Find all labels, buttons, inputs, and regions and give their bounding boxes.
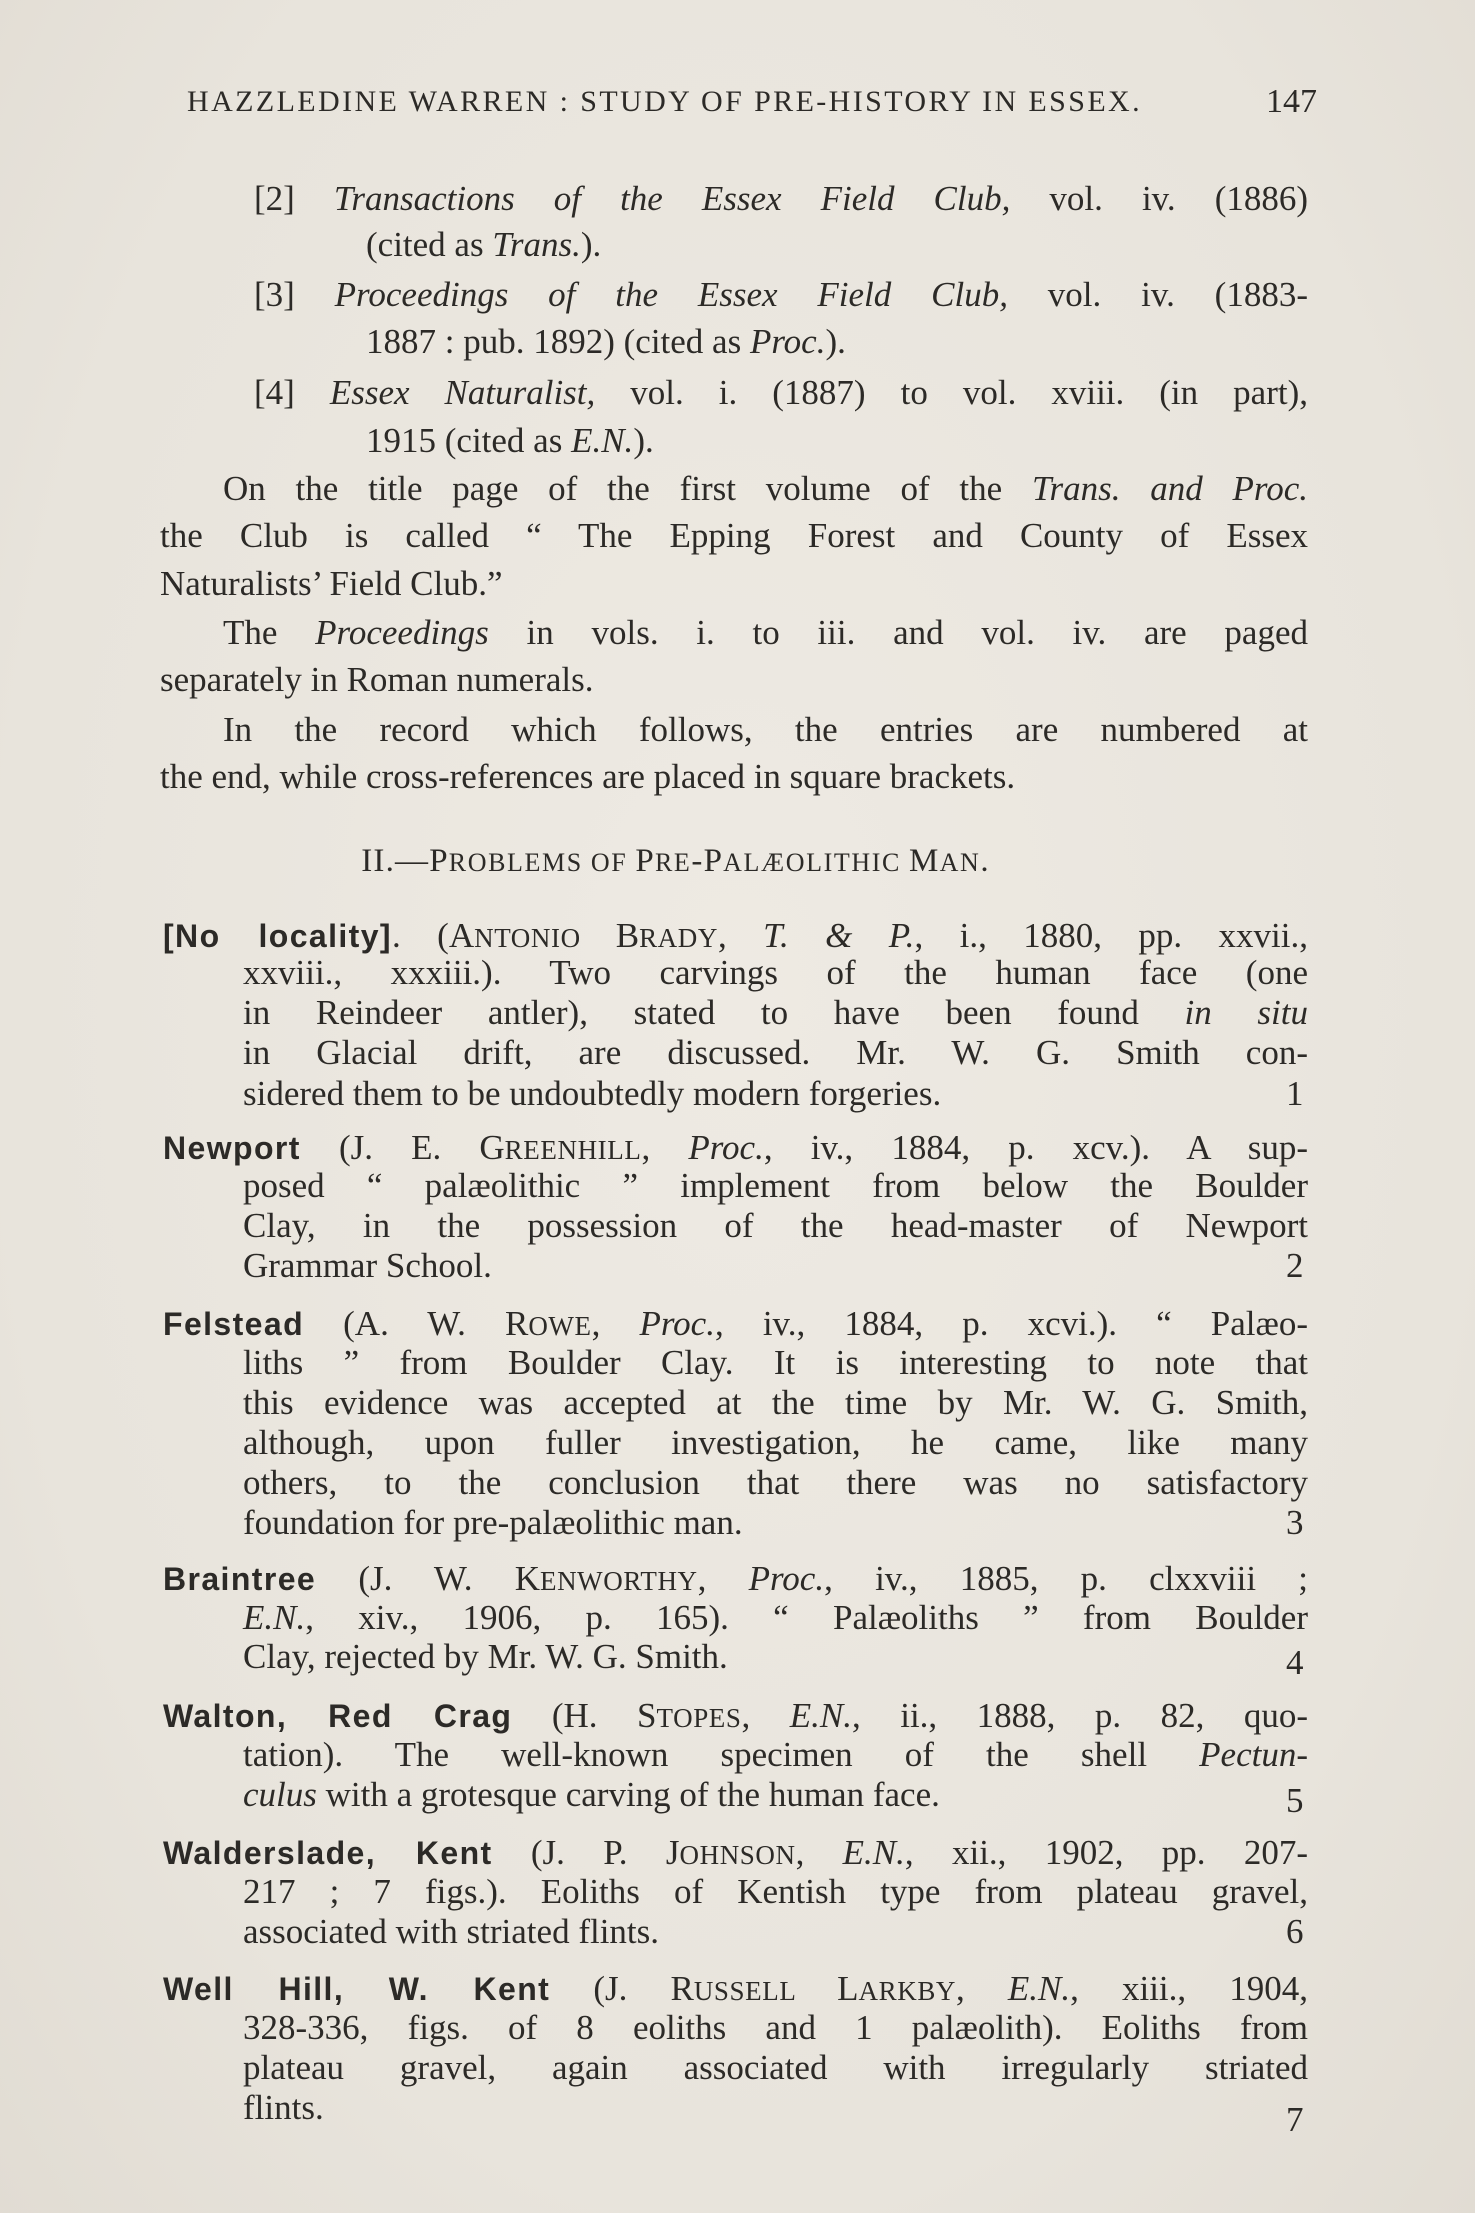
text-run: [2] — [254, 179, 334, 218]
line-text — [243, 1246, 492, 1285]
entry-number: 4 — [1286, 1643, 1304, 1682]
entry-headword: Well Hill, W. Kent — [163, 1971, 551, 2007]
entry-headword: Walderslade, Kent — [163, 1835, 493, 1871]
entry-number: 2 — [1286, 1246, 1304, 1285]
italic-text: Proc. — [688, 1128, 764, 1167]
text-run: II.—P — [361, 843, 449, 879]
italic-text: Pectun- — [1199, 1735, 1308, 1774]
entry-line — [243, 1500, 743, 1546]
small-caps-text: RADY — [639, 923, 718, 953]
italic-text: Trans. and Proc. — [1031, 469, 1308, 508]
small-caps-text: ARKBY — [858, 1976, 957, 2006]
text-run: ). — [580, 225, 602, 264]
entry-line — [243, 1071, 941, 1117]
source-line — [366, 222, 601, 268]
text-run: , iv., 1885, p. clxxviii ; — [824, 1559, 1309, 1598]
text-run: , — [741, 1696, 790, 1735]
small-caps-text: ENWORTHY — [539, 1566, 698, 1596]
source-line — [254, 176, 1308, 222]
text-run: , — [591, 1304, 640, 1343]
entry-headword: Newport — [163, 1130, 301, 1166]
text-run: , iv., 1884, p. xcv.). A sup- — [763, 1128, 1308, 1167]
text-run: -P — [691, 843, 724, 879]
italic-text: Proc. — [749, 322, 826, 361]
small-caps-text: AN — [939, 848, 981, 877]
italic-text: E.N. — [243, 1598, 306, 1637]
text-run: The — [223, 613, 316, 652]
text-run: others, to the conclusion that there was no satisfactory — [243, 1463, 1308, 1502]
paragraph-line — [160, 513, 1308, 559]
line-text — [160, 757, 1015, 796]
small-caps-text: OHNSON — [679, 1840, 796, 1870]
line-text — [223, 707, 1308, 753]
text-run: , iv., 1884, p. xcvi.). “ Palæo- — [714, 1304, 1308, 1343]
entry-line — [243, 1243, 492, 1289]
page-number: 147 — [1266, 83, 1317, 120]
text-run: the end, while cross-references are placed in square brackets. — [160, 757, 1016, 796]
entry-number: 7 — [1286, 2100, 1304, 2139]
text-run: , — [717, 916, 764, 955]
text-run: associated with striated flints. — [243, 1912, 660, 1951]
entry-headword: [No locality] — [163, 918, 392, 954]
line-text — [160, 660, 593, 699]
source-line — [366, 418, 654, 464]
italic-text: Essex Naturalist, — [329, 373, 596, 412]
text-run: , — [956, 1969, 1008, 2008]
line-text — [160, 564, 503, 603]
line-text — [243, 1503, 743, 1542]
text-run: , ii., 1888, p. 82, quo- — [851, 1696, 1309, 1735]
line-text — [243, 1912, 659, 1951]
paragraph-line — [223, 610, 1308, 656]
italic-text: Proceedings — [315, 613, 489, 652]
entry-headword: Braintree — [163, 1561, 317, 1597]
line-text — [366, 225, 601, 264]
line-text — [223, 466, 1308, 512]
text-run: foundation for pre-palæolithic man. — [243, 1503, 743, 1542]
running-head-title: HAZZLEDINE WARREN : STUDY OF PRE-HISTORY IN ESSEX. — [187, 85, 1143, 118]
line-text — [254, 272, 1308, 318]
text-run: vol. i. (1887) to vol. xviii. (in part), — [595, 373, 1308, 412]
text-run: . (A — [392, 916, 475, 955]
text-run: , xiii., 1904, — [1070, 1969, 1308, 2008]
line-text — [243, 1775, 940, 1814]
text-run: 217 ; 7 figs.). Eoliths of Kentish type from plateau gravel, — [243, 1872, 1308, 1911]
text-run: sidered them to be undoubtedly modern forgeries. — [243, 1074, 942, 1113]
line-text — [243, 1074, 941, 1113]
text-run: the Club is called “ The Epping Forest and County of Essex — [160, 516, 1308, 555]
section-heading — [0, 838, 1475, 886]
text-run: B — [615, 916, 640, 955]
text-run: On the title page of the first volume of the — [223, 469, 1032, 508]
small-caps-text: RE — [654, 848, 692, 877]
entry-number: 5 — [1286, 1781, 1304, 1820]
text-run: , xiv., 1906, p. 165). “ Palæoliths ” from Boulder — [305, 1598, 1308, 1637]
text-run: , — [697, 1559, 749, 1598]
italic-text: Proc. — [639, 1304, 715, 1343]
italic-text: T. & P. — [763, 916, 915, 955]
text-run: Clay, rejected by Mr. W. G. Smith. — [243, 1637, 728, 1676]
small-caps-text: TOPES — [656, 1703, 742, 1733]
text-run: Clay, in the possession of the head-master of Newport — [243, 1206, 1308, 1245]
italic-text: Transactions of the Essex Field Club, — [333, 179, 1011, 218]
italic-text: Proceedings of the Essex Field Club, — [334, 275, 1008, 314]
italic-text: Trans. — [492, 225, 581, 264]
text-run: vol. iv. (1883- — [1007, 275, 1308, 314]
line-text — [243, 1030, 1308, 1076]
text-run: P — [635, 843, 655, 879]
entry-number: 6 — [1286, 1912, 1304, 1951]
section-heading-text — [361, 838, 990, 886]
small-caps-text: ROBLEMS OF — [448, 848, 636, 877]
running-head — [187, 78, 1317, 126]
line-text — [366, 322, 846, 361]
text-run: , xii., 1902, pp. 207- — [904, 1833, 1308, 1872]
text-run: L — [837, 1969, 859, 2008]
paragraph-line — [160, 754, 1015, 800]
text-run: liths ” from Boulder Clay. It is interesting to note that — [243, 1343, 1308, 1382]
text-run: 328-336, figs. of 8 eoliths and 1 palæolith). Eoliths from — [243, 2008, 1308, 2047]
italic-text: E.N. — [842, 1833, 905, 1872]
text-run: (J. P. J — [492, 1833, 680, 1872]
source-line — [254, 272, 1308, 318]
text-run: , — [795, 1833, 843, 1872]
text-run: ). — [633, 421, 654, 460]
text-run: (J. W. K — [316, 1559, 540, 1598]
text-run: posed “ palæolithic ” implement from below the Boulder — [243, 1166, 1308, 1205]
source-line — [366, 319, 846, 365]
entry-line — [243, 2085, 324, 2131]
entry-line — [243, 1909, 659, 1955]
text-run: (H. S — [512, 1696, 657, 1735]
entry-line — [243, 2045, 1308, 2091]
text-run: 1887 : pub. 1892) (cited as — [366, 322, 750, 361]
line-text — [243, 1637, 728, 1676]
text-run: In the record which follows, the entries are numbered at — [223, 710, 1308, 749]
text-run: Naturalists’ Field Club.” — [160, 564, 503, 603]
paragraph-line — [223, 707, 1308, 753]
line-text — [243, 2088, 324, 2127]
small-caps-text: USSELL — [693, 1976, 838, 2006]
italic-text: E.N. — [1007, 1969, 1071, 2008]
line-text — [243, 2045, 1308, 2091]
text-run: although, upon fuller investigation, he came, like many — [243, 1423, 1308, 1462]
paragraph-line — [160, 657, 593, 703]
entry-headword: Walton, Red Crag — [163, 1698, 513, 1734]
entry-number: 1 — [1286, 1074, 1304, 1113]
entry-headword: Felstead — [163, 1306, 305, 1342]
text-run: in Reindeer antler), stated to have been found — [243, 993, 1185, 1032]
text-run: (cited as — [366, 225, 493, 264]
text-run: in Glacial drift, are discussed. Mr. W. G. Smith con- — [243, 1033, 1308, 1072]
small-caps-text: REENHILL — [504, 1135, 642, 1165]
text-run: [3] — [254, 275, 335, 314]
text-run: , i., 1880, pp. xxvii., — [914, 916, 1309, 955]
line-text — [160, 513, 1308, 559]
italic-text: Proc. — [748, 1559, 825, 1598]
text-run: (J. E. G — [300, 1128, 505, 1167]
text-run: M — [909, 843, 940, 879]
paragraph-line — [223, 466, 1308, 512]
text-run: (J. R — [550, 1969, 694, 2008]
text-run: Grammar School. — [243, 1246, 492, 1285]
text-run: tation). The well-known specimen of the shell — [243, 1735, 1200, 1774]
entry-number: 3 — [1286, 1503, 1304, 1542]
italic-text: in situ — [1184, 993, 1308, 1032]
source-line — [254, 370, 1308, 416]
line-text — [254, 370, 1308, 416]
text-run: 1915 (cited as — [366, 421, 572, 460]
text-run: , — [641, 1128, 689, 1167]
italic-text: culus — [243, 1775, 317, 1814]
text-run: in vols. i. to iii. and vol. iv. are paged — [488, 613, 1308, 652]
line-text — [366, 421, 654, 460]
text-run: separately in Roman numerals. — [160, 660, 594, 699]
italic-text: E.N. — [789, 1696, 852, 1735]
small-caps-text: ALÆOLITHIC — [723, 848, 910, 877]
entry-line — [243, 1634, 728, 1680]
text-run: with a grotesque carving of the human face. — [316, 1775, 940, 1814]
italic-text: E.N. — [571, 421, 634, 460]
entry-line — [243, 1772, 940, 1818]
text-run: flints. — [243, 2088, 324, 2127]
entry-line — [243, 1030, 1308, 1076]
text-run: vol. iv. (1886) — [1010, 179, 1309, 218]
text-run: plateau gravel, again associated with irregularly striated — [243, 2048, 1308, 2087]
text-run: ). — [825, 322, 846, 361]
text-run: this evidence was accepted at the time by Mr. W. G. Smith, — [243, 1383, 1308, 1422]
text-run: [4] — [254, 373, 330, 412]
small-caps-text: OWE — [528, 1311, 592, 1341]
paragraph-line — [160, 561, 503, 607]
line-text — [254, 176, 1308, 222]
text-run: xxviii., xxxiii.). Two carvings of the human face (one — [243, 953, 1308, 992]
text-run: (A. W. R — [304, 1304, 529, 1343]
text-run: . — [980, 843, 990, 879]
line-text — [223, 610, 1308, 656]
small-caps-text: NTONIO — [474, 923, 616, 953]
